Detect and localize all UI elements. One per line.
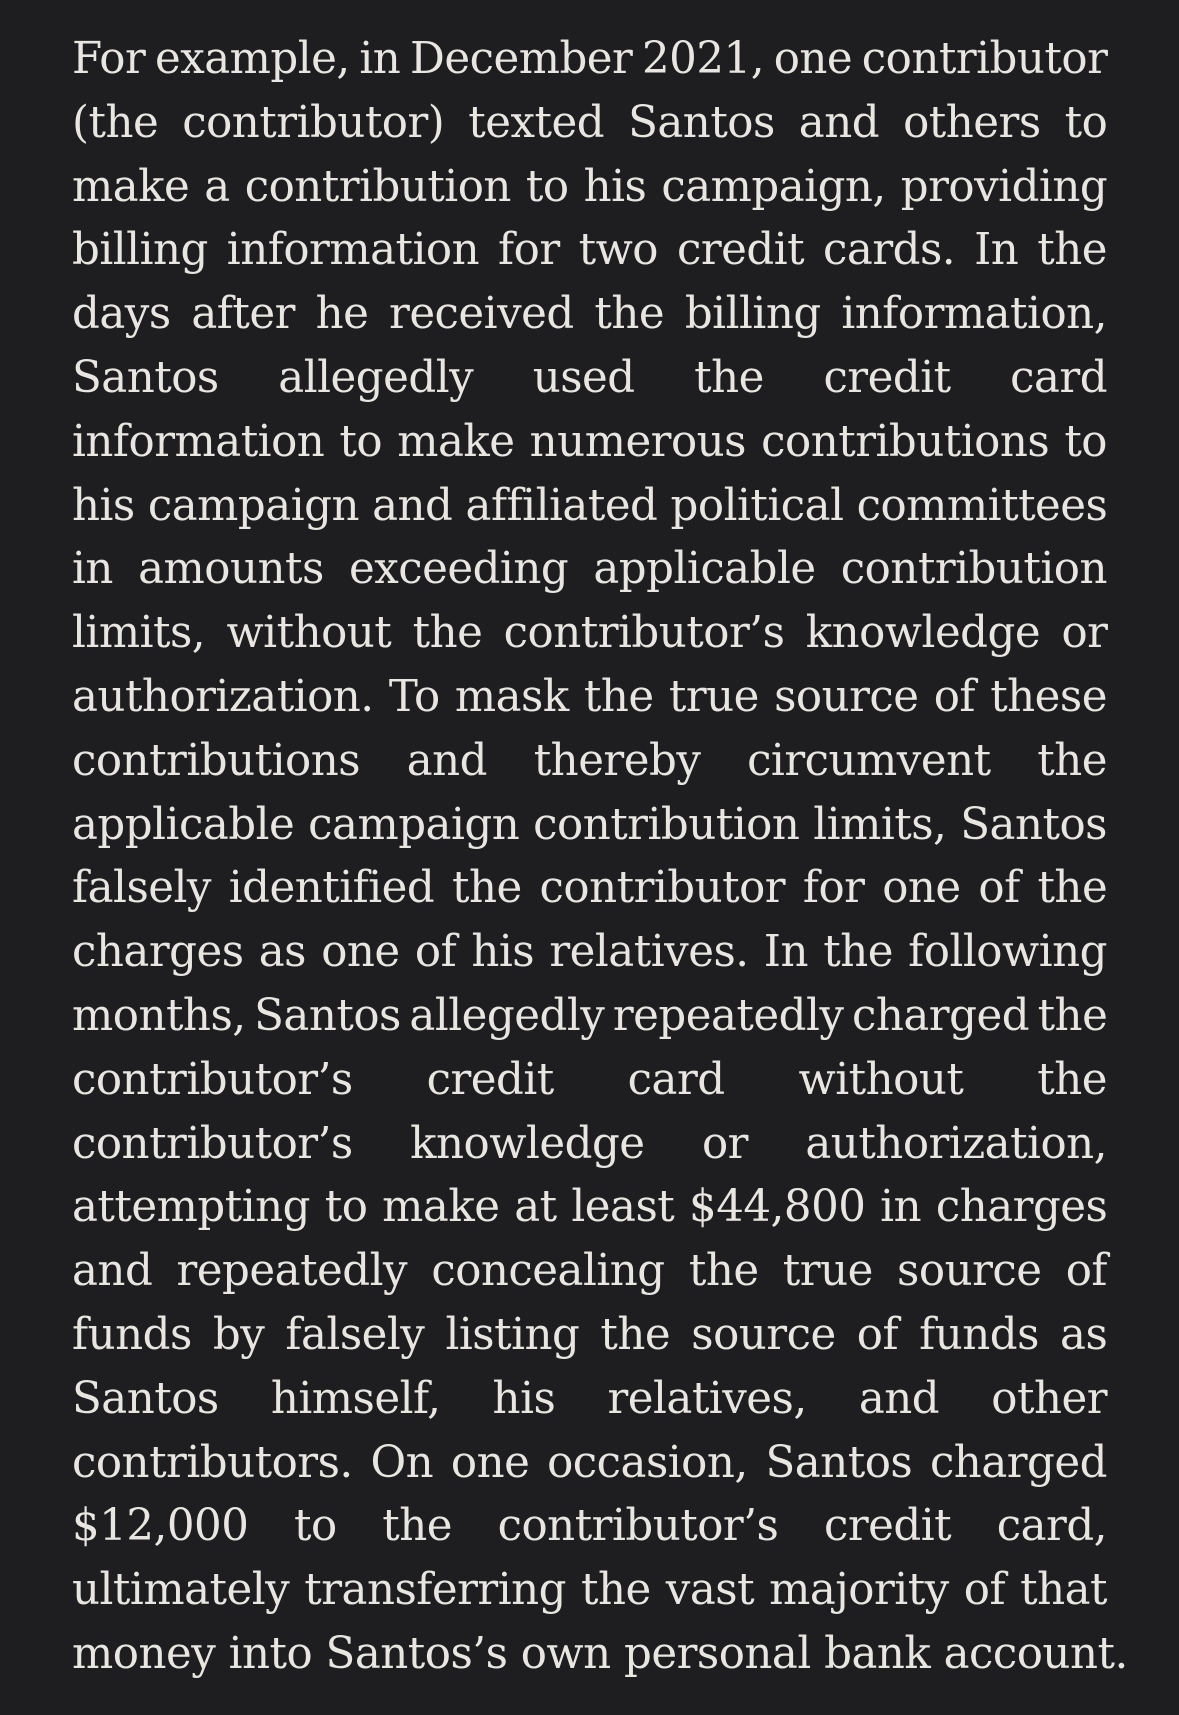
article-paragraph: [72, 28, 1128, 1687]
article-body: [72, 28, 1128, 1687]
paragraph-line: contributors. On one occasion, Santos charged: [72, 1437, 1107, 1488]
paragraph-line: charges as one of his relatives. In the following: [72, 927, 1107, 978]
paragraph-line: funds by falsely listing the source of funds as: [72, 1309, 1108, 1360]
paragraph-line: his campaign and affiliated political committees: [72, 480, 1108, 531]
paragraph-line: days after he received the billing information,: [72, 289, 1107, 340]
paragraph-line: attempting to make at least $44,800 in charges: [72, 1182, 1108, 1233]
paragraph-line: billing information for two credit cards. In the: [72, 225, 1107, 276]
paragraph-line: ultimately transferring the vast majority of that: [72, 1565, 1107, 1616]
paragraph-line: (the contributor) texted Santos and others to: [72, 97, 1108, 148]
paragraph-line: applicable campaign contribution limits, Santos: [72, 799, 1107, 850]
paragraph-line: contributor’s knowledge or authorization,: [72, 1118, 1107, 1169]
paragraph-line: falsely identified the contributor for one of the: [72, 863, 1108, 914]
paragraph-line: information to make numerous contributions to: [72, 416, 1107, 467]
paragraph-line: For example, in December 2021, one contributor: [72, 34, 1108, 84]
paragraph-line: contributor’s credit card without the: [72, 1054, 1107, 1105]
paragraph-line: authorization. To mask the true source of these: [72, 671, 1107, 722]
paragraph-line: $12,000 to the contributor’s credit card,: [72, 1501, 1107, 1552]
paragraph-line: in amounts exceeding applicable contribution: [72, 544, 1107, 595]
paragraph-line: Santos allegedly used the credit card: [72, 352, 1108, 403]
paragraph-line: Santos himself, his relatives, and other: [72, 1373, 1107, 1424]
paragraph-line: and repeatedly concealing the true source of: [72, 1246, 1107, 1297]
paragraph-line: contributions and thereby circumvent the: [72, 735, 1107, 786]
paragraph-line: limits, without the contributor’s knowledge or: [72, 608, 1108, 659]
paragraph-line: months, Santos allegedly repeatedly charged the: [72, 990, 1108, 1041]
paragraph-line: money into Santos’s own personal bank account.: [72, 1628, 1128, 1679]
paragraph-line: make a contribution to his campaign, providing: [72, 161, 1108, 212]
